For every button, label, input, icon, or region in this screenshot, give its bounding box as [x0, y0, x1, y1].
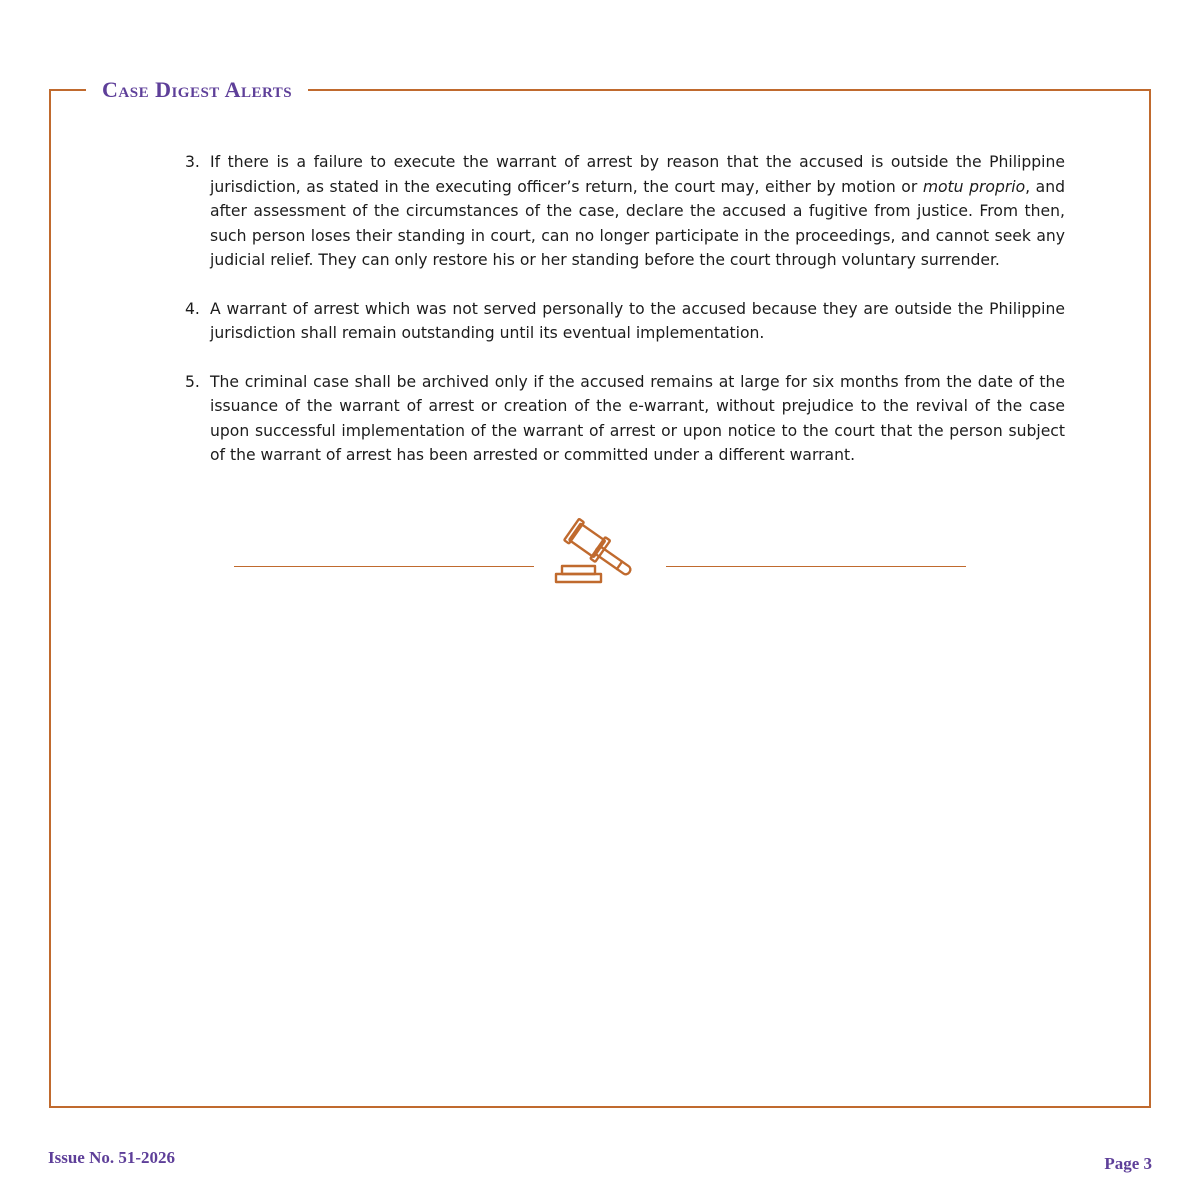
list-item-number: 4.: [185, 299, 200, 318]
list-item-text: [210, 150, 1065, 273]
list-item-text: A warrant of arrest which was not served personally to the accused because they are outside the Philippine jurisdiction shall remain outstanding until its eventual implementation.: [210, 299, 1065, 342]
issue-number: Issue No. 51-2026: [48, 1148, 176, 1167]
list-item-number: 5.: [185, 372, 200, 391]
list-item: [185, 297, 1065, 346]
divider-line-left: [234, 566, 534, 567]
section-title: Case Digest Alerts: [86, 76, 308, 104]
list-item-text: The criminal case shall be archived only if the accused remains at large for six months from the date of the issuance of the warrant of arrest or creation of the e-warrant, without prejudice to the revival of the case upon successful implementation of the warrant of arrest or upon notice to the court that the person subject of the warrant of arrest has been arrested or committed under a different warrant.: [210, 372, 1065, 464]
gavel-icon: [550, 516, 646, 588]
page-number: Page 3: [1104, 1154, 1152, 1173]
divider-line-right: [666, 566, 966, 567]
list-item: [185, 150, 1065, 273]
list-item-text-part: , and after assessment of the circumstances of the case, declare the accused a fugitive from justice. From then, such person loses their standing in court, can no longer participate in the proceedings, and cannot seek any judicial relief. They can only restore his or her standing before the court through voluntary surrender.: [210, 177, 1066, 269]
list-item-emphasis: motu proprio: [922, 177, 1026, 196]
list-item-number: 3.: [185, 153, 200, 171]
list-item-text-part: If there is a failure to execute the warrant of arrest by reason that the accused is outside the Philippine jurisdiction, as stated in the executing officer’s return, the court may, either by motion or: [210, 153, 1065, 196]
article-body: [185, 150, 1065, 468]
list-item: [185, 370, 1065, 468]
